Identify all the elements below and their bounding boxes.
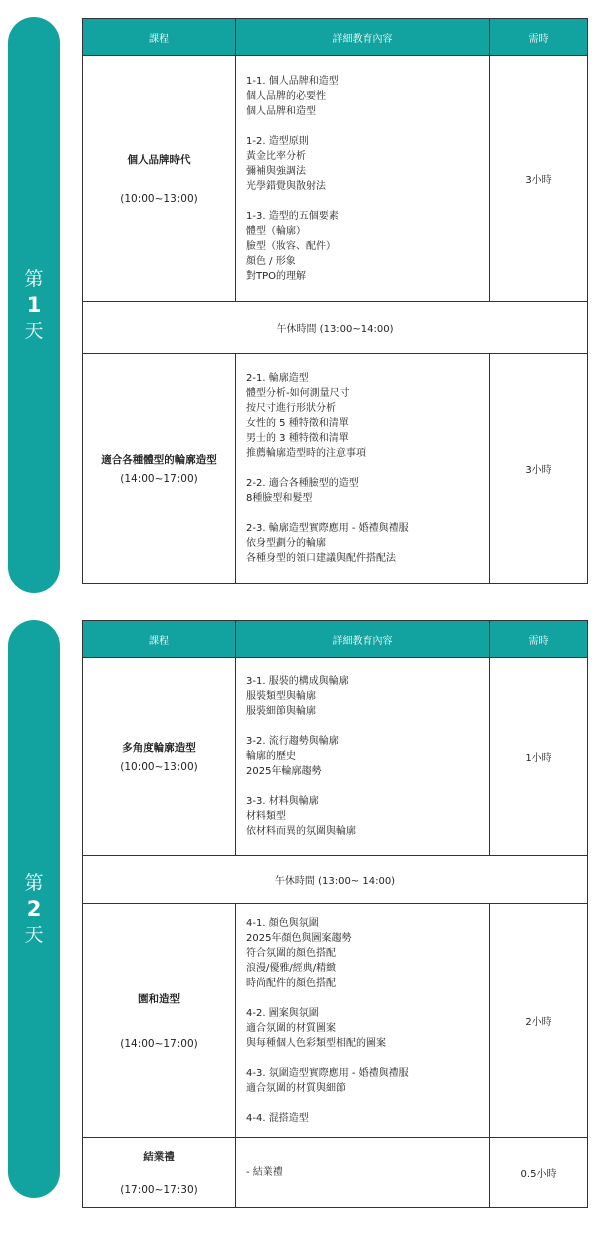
detail-line: 服裝細節與輪廓 bbox=[246, 706, 316, 717]
detail-section-title: 2-2. 適合各種臉型的造型 bbox=[246, 478, 359, 489]
course-duration: 1小時 bbox=[490, 658, 588, 856]
day-label-top: 第 bbox=[24, 268, 44, 290]
day-label-top: 第 bbox=[24, 872, 44, 894]
detail-line: 推薦輪廓造型時的注意事項 bbox=[246, 448, 366, 459]
detail-line: 適合氛圍的材質圖案 bbox=[246, 1022, 336, 1034]
day-2-badge bbox=[8, 620, 60, 1198]
table-header-row bbox=[83, 19, 588, 56]
course-row bbox=[83, 56, 588, 302]
detail-line: 對TPO的理解 bbox=[246, 270, 307, 282]
detail-section-title: 4-1. 顏色與氛圍 bbox=[246, 917, 319, 929]
day-label-bottom: 天 bbox=[24, 320, 44, 342]
detail-line: 各種身型的領口建議與配件搭配法 bbox=[246, 553, 396, 564]
day-1-schedule-table bbox=[82, 18, 588, 584]
detail-section bbox=[246, 134, 481, 194]
detail-line: 服裝類型與輪廓 bbox=[246, 691, 316, 702]
day-label-bottom: 天 bbox=[24, 924, 44, 946]
course-detail-cell bbox=[236, 658, 490, 856]
detail-section bbox=[246, 74, 481, 119]
detail-line: 男士的 3 種特徵和清單 bbox=[246, 433, 349, 444]
detail-section-title: 3-2. 流行趨勢與輪廓 bbox=[246, 736, 339, 747]
detail-line: 按尺寸進行形狀分析 bbox=[246, 403, 336, 414]
course-detail-cell bbox=[236, 1138, 490, 1208]
table-header-row bbox=[83, 621, 588, 658]
course-cell bbox=[83, 658, 236, 856]
course-time: (10:00~13:00) bbox=[120, 193, 198, 205]
day-1-badge bbox=[8, 17, 60, 593]
course-row bbox=[83, 354, 588, 584]
detail-line: 2025年顏色與圖案趨勢 bbox=[246, 932, 352, 944]
course-row bbox=[83, 904, 588, 1138]
detail-section bbox=[246, 1111, 481, 1126]
lunch-break-text: 午休時間 (13:00~14:00) bbox=[83, 302, 588, 354]
detail-line: 依身型劃分的輪廓 bbox=[246, 538, 326, 549]
course-time: (10:00~13:00) bbox=[120, 761, 198, 773]
detail-section-title: - 結業禮 bbox=[246, 1167, 283, 1178]
course-detail-cell bbox=[236, 56, 490, 302]
header-course: 課程 bbox=[83, 621, 236, 658]
course-detail-cell bbox=[236, 904, 490, 1138]
detail-section bbox=[246, 1066, 481, 1096]
detail-section bbox=[246, 521, 481, 566]
lunch-break-row bbox=[83, 856, 588, 904]
detail-section-title: 4-3. 氛圍造型實際應用 - 婚禮與禮服 bbox=[246, 1067, 409, 1079]
header-duration: 需時 bbox=[490, 621, 588, 658]
detail-line: 符合氛圍的顏色搭配 bbox=[246, 947, 336, 959]
course-time: (14:00~17:00) bbox=[120, 1038, 198, 1050]
detail-section-title: 2-3. 輪廓造型實際應用 - 婚禮與禮服 bbox=[246, 523, 409, 534]
course-cell bbox=[83, 1138, 236, 1208]
detail-line: 個人品牌和造型 bbox=[246, 105, 316, 117]
detail-section bbox=[246, 794, 481, 839]
detail-section bbox=[246, 209, 481, 284]
course-duration: 0.5小時 bbox=[490, 1138, 588, 1208]
detail-line: 與每種個人色彩類型相配的圖案 bbox=[246, 1037, 386, 1049]
detail-section-title: 1-2. 造型原則 bbox=[246, 135, 309, 147]
course-duration: 3小時 bbox=[490, 56, 588, 302]
detail-line: 浪漫/優雅/經典/精緻 bbox=[246, 962, 337, 974]
course-row bbox=[83, 1138, 588, 1208]
detail-line: 黃金比率分析 bbox=[246, 150, 306, 162]
header-detail: 詳細教育內容 bbox=[236, 19, 490, 56]
detail-line: 2025年輪廓趨勢 bbox=[246, 766, 322, 777]
detail-section-title: 1-3. 造型的五個要素 bbox=[246, 210, 339, 222]
day-number: 2 bbox=[26, 897, 42, 921]
detail-line: 依材料而異的氛圍與輪廓 bbox=[246, 826, 356, 837]
day-2-schedule-table bbox=[82, 620, 588, 1208]
lunch-break-text: 午休時間 (13:00~ 14:00) bbox=[83, 856, 588, 904]
detail-line: 輪廓的歷史 bbox=[246, 751, 296, 762]
detail-section bbox=[246, 674, 481, 719]
detail-line: 材料類型 bbox=[246, 811, 286, 822]
detail-section-title: 2-1. 輪廓造型 bbox=[246, 373, 309, 384]
course-row bbox=[83, 658, 588, 856]
course-cell bbox=[83, 904, 236, 1138]
course-name: 多角度輪廓造型 bbox=[122, 742, 196, 754]
course-name: 個人品牌時代 bbox=[127, 154, 191, 166]
detail-line: 時尚配件的顏色搭配 bbox=[246, 977, 336, 989]
course-duration: 3小時 bbox=[490, 354, 588, 584]
course-time: (17:00~17:30) bbox=[120, 1184, 198, 1196]
detail-section-title: 3-1. 服裝的構成與輪廓 bbox=[246, 676, 349, 687]
course-name: 適合各種體型的輪廓造型 bbox=[101, 454, 217, 466]
detail-line: 女性的 5 種特徵和清單 bbox=[246, 418, 349, 429]
detail-section bbox=[246, 916, 481, 991]
detail-section bbox=[246, 734, 481, 779]
detail-line: 臉型（妝容、配件） bbox=[246, 240, 336, 252]
detail-section-title: 4-2. 圖案與氛圍 bbox=[246, 1007, 319, 1019]
detail-section bbox=[246, 1006, 481, 1051]
detail-section-title: 4-4. 混搭造型 bbox=[246, 1112, 309, 1124]
course-name: 園和造型 bbox=[138, 993, 180, 1005]
detail-section bbox=[246, 371, 481, 461]
course-time: (14:00~17:00) bbox=[120, 473, 198, 485]
detail-section-title: 1-1. 個人品牌和造型 bbox=[246, 75, 339, 87]
detail-section-title: 3-3. 材料與輪廓 bbox=[246, 796, 319, 807]
course-name: 結業禮 bbox=[143, 1151, 175, 1163]
detail-line: 顏色 / 形象 bbox=[246, 255, 296, 267]
detail-line: 彌補與強調法 bbox=[246, 165, 306, 177]
detail-line: 適合氛圍的材質與細節 bbox=[246, 1082, 346, 1094]
course-cell bbox=[83, 56, 236, 302]
detail-line: 8種臉型和髮型 bbox=[246, 493, 313, 504]
detail-line: 體型（輪廓） bbox=[246, 225, 306, 237]
header-detail: 詳細教育內容 bbox=[236, 621, 490, 658]
detail-line: 體型分析-如何測量尺寸 bbox=[246, 388, 350, 399]
course-duration: 2小時 bbox=[490, 904, 588, 1138]
header-course: 課程 bbox=[83, 19, 236, 56]
course-cell bbox=[83, 354, 236, 584]
detail-line: 光學錯覺與散射法 bbox=[246, 180, 326, 192]
detail-section bbox=[246, 476, 481, 506]
header-duration: 需時 bbox=[490, 19, 588, 56]
detail-line: 個人品牌的必要性 bbox=[246, 90, 326, 102]
day-number: 1 bbox=[26, 293, 42, 317]
detail-section bbox=[246, 1165, 481, 1180]
course-detail-cell bbox=[236, 354, 490, 584]
lunch-break-row bbox=[83, 302, 588, 354]
